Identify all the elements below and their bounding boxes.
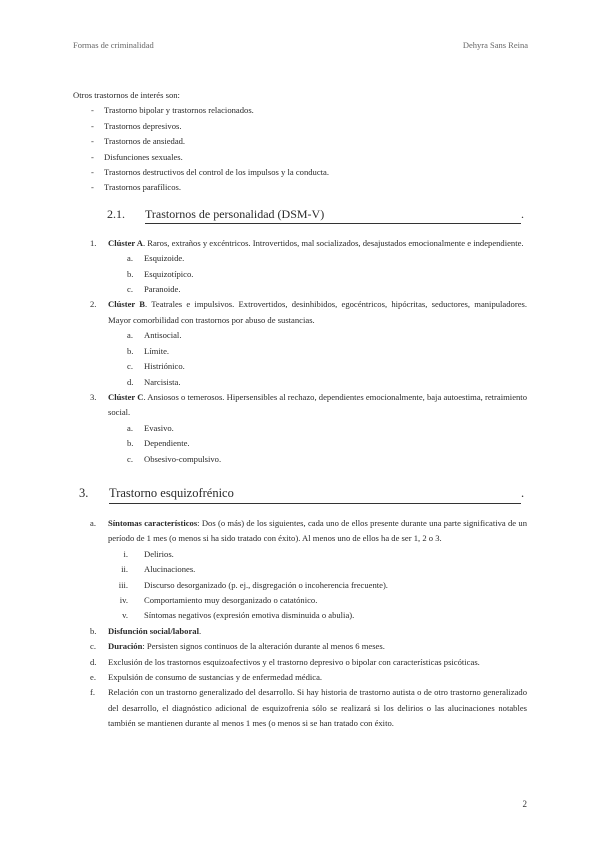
list-item: - Trastornos destructivos del control de los impulsos y la conducta. xyxy=(91,167,330,178)
criterion-c: c. Duración: Persisten signos continuos de la alteración durante al menos 6 meses. xyxy=(90,641,385,652)
list-item: - Trastornos de ansiedad. xyxy=(91,136,186,147)
list-item: - Trastornos parafílicos. xyxy=(91,182,182,193)
page-content xyxy=(73,88,527,732)
list-item: c. Histriónico. xyxy=(127,361,185,372)
section-number: 2.1. xyxy=(107,206,125,221)
list-item: b. Esquizotípico. xyxy=(127,268,194,279)
list-item: b. Límite. xyxy=(127,345,170,356)
list-item: iv. Comportamiento muy desorganizado o catatónico. xyxy=(119,594,318,605)
list-item: c. Paranoide. xyxy=(127,284,181,295)
list-item: a. Esquizoide. xyxy=(127,253,185,264)
criterion-e: e. Expulsión de consumo de sustancias y de enfermedad médica. xyxy=(90,672,323,682)
list-item: a. Antisocial. xyxy=(127,330,182,341)
section-number: 3. xyxy=(79,485,89,500)
intro-list xyxy=(73,103,527,195)
list-item: v. Síntomas negativos (expresión emotiva disminuida o abulia). xyxy=(122,610,355,621)
list-item: b. Dependiente. xyxy=(127,438,190,449)
cluster-a: 1. Clúster A. Raros, extraños y excéntricos. Introvertidos, mal socializados, desajustados emocionalmente e independiente. xyxy=(90,237,524,248)
list-item: d. Narcisista. xyxy=(127,376,181,387)
criterion-d: d. Exclusión de los trastornos esquizoafectivos y el trastorno depresivo o bipolar con características psicóticas. xyxy=(90,656,480,667)
section-heading-2-1: 2.1. Trastornos de personalidad (DSM-V) . xyxy=(73,206,527,224)
page-number: 2 xyxy=(522,799,527,809)
running-header-left: Formas de criminalidad xyxy=(73,40,154,50)
running-header-right: Dehyra Sans Reina xyxy=(462,40,528,50)
criterion-b: b. Disfunción social/laboral. xyxy=(90,625,202,636)
list-item: - Trastorno bipolar y trastornos relacionados. xyxy=(91,105,254,116)
list-item: - Disfunciones sexuales. xyxy=(91,151,183,162)
section-title: Trastorno esquizofrénico xyxy=(109,485,521,504)
section-title: Trastornos de personalidad (DSM-V) xyxy=(145,206,521,224)
list-item: - Trastornos depresivos. xyxy=(91,120,182,131)
list-item: c. Obsesivo-compulsivo. xyxy=(127,453,222,464)
list-item: a. Evasivo. xyxy=(127,422,174,433)
cluster-name: Clúster A xyxy=(108,237,143,248)
list-item: ii. Alucinaciones. xyxy=(121,564,196,575)
list-item: i. Delirios. xyxy=(123,548,174,559)
cluster-b: 2. Clúster B. Teatrales e impulsivos. Extrovertidos, desinhibidos, egocéntricos, hipócritas, seductores, manipuladores. Mayor comorbilidad con trastornos por abuso de sustancias. xyxy=(90,299,528,325)
cluster-name: Clúster C xyxy=(108,391,144,402)
cluster-c: 3. Clúster C. Ansiosos o temerosos. Hipersensibles al rechazo, dependientes emocionalmente, baja autoestima, retraimiento social. xyxy=(90,391,527,418)
list-item: iii. Discurso desorganizado (p. ej., disgregación o incoherencia frecuente). xyxy=(118,579,388,590)
cluster-name: Clúster B xyxy=(108,299,146,310)
intro-text: Otros trastornos de interés son: xyxy=(73,90,180,100)
criterion-a: a. Síntomas característicos: Dos (o más) de los siguientes, cada uno de ellos presente durante una parte significativa de un período de 1 mes (o menos si ha sido tratado con éxito). Al menos uno de ellos ha de ser 1, 2 o 3. xyxy=(90,517,527,544)
criterion-f: f. Relación con un trastorno generalizado del desarrollo. Si hay historia de trastorno autista o de otro trastorno generalizado del desarrollo, el diagnóstico adicional de esquizofrenia sólo se realizará si los delirios o las alucinaciones notables también se mantienen durante al menos 1 mes (o menos si se han tratado con éxito. xyxy=(90,687,527,729)
section-heading-3: 3. Trastorno esquizofrénico . xyxy=(73,485,527,504)
